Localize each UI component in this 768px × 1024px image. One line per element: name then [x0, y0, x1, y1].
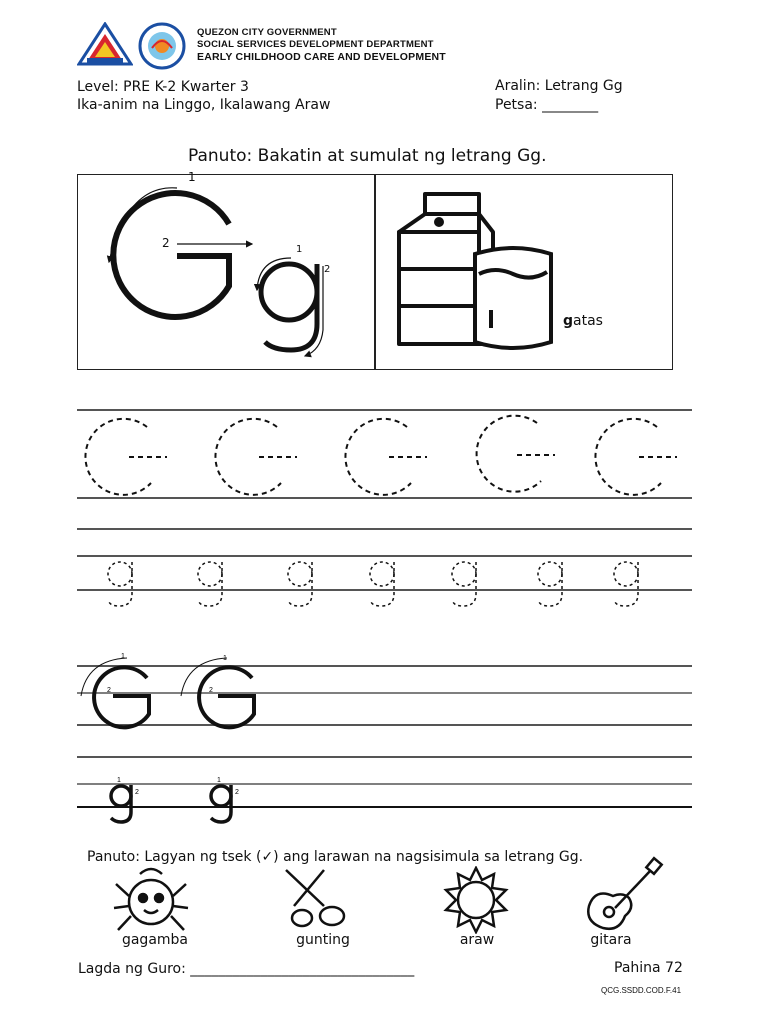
date-text: Petsa: ________ — [495, 97, 599, 113]
label-gagamba: gagamba — [121, 932, 189, 948]
label-gunting: gunting — [296, 932, 350, 948]
scissors-icon[interactable] — [280, 866, 350, 934]
lesson-text: Aralin: Letrang Gg — [495, 78, 623, 94]
ecdc-logo — [138, 22, 186, 70]
week-day-text: Ika-anim na Linggo, Ikalawang Araw — [77, 97, 331, 113]
stroke-label-2: 2 — [162, 236, 170, 250]
sun-icon[interactable] — [440, 866, 512, 934]
level-text: Level: PRE K-2 Kwarter 3 — [77, 79, 249, 95]
teacher-signature-line: Lagda ng Guro: ________________________________ — [78, 961, 415, 977]
stroke-label-1: 1 — [188, 170, 196, 184]
guitar-icon[interactable] — [585, 856, 667, 932]
label-araw: araw — [459, 932, 495, 948]
milk-glass-icon — [475, 248, 551, 348]
trace-row-lowercase — [77, 552, 692, 612]
svg-text:1: 1 — [121, 653, 125, 660]
org-line-2: SOCIAL SERVICES DEVELOPMENT DEPARTMENT — [197, 39, 434, 50]
svg-text:2: 2 — [135, 789, 139, 796]
label-gitara: gitara — [590, 932, 632, 948]
form-code: QCG.SSDD.COD.F.41 — [601, 986, 682, 995]
instruction-trace: Panuto: Bakatin at sumulat ng letrang Gg. — [188, 146, 547, 166]
org-line-1: QUEZON CITY GOVERNMENT — [197, 27, 337, 38]
trace-row-uppercase — [77, 405, 692, 535]
picture-box — [375, 174, 674, 370]
svg-text:2: 2 — [107, 687, 111, 694]
write-row-lowercase — [77, 770, 692, 830]
page-number: Pahina 72 — [614, 960, 683, 976]
word-first-letter: g — [563, 313, 574, 329]
instruction-check: Panuto: Lagyan ng tsek (✓) ang larawan na nagsisimula sa letrang Gg. — [87, 849, 584, 865]
svg-text:1: 1 — [117, 777, 121, 784]
svg-text:2: 2 — [235, 789, 239, 796]
org-line-3: EARLY CHILDHOOD CARE AND DEVELOPMENT — [197, 51, 446, 63]
write-row-uppercase — [77, 652, 692, 762]
stroke-label-g2: 2 — [324, 264, 331, 275]
word-gatas — [563, 313, 603, 329]
spider-icon[interactable] — [112, 866, 190, 936]
ssdd-seal-logo — [77, 22, 133, 66]
svg-text:1: 1 — [223, 655, 227, 662]
svg-text:1: 1 — [217, 777, 221, 784]
svg-text:2: 2 — [209, 687, 213, 694]
word-rest: atas — [573, 313, 603, 329]
stroke-label-g1: 1 — [296, 244, 303, 255]
